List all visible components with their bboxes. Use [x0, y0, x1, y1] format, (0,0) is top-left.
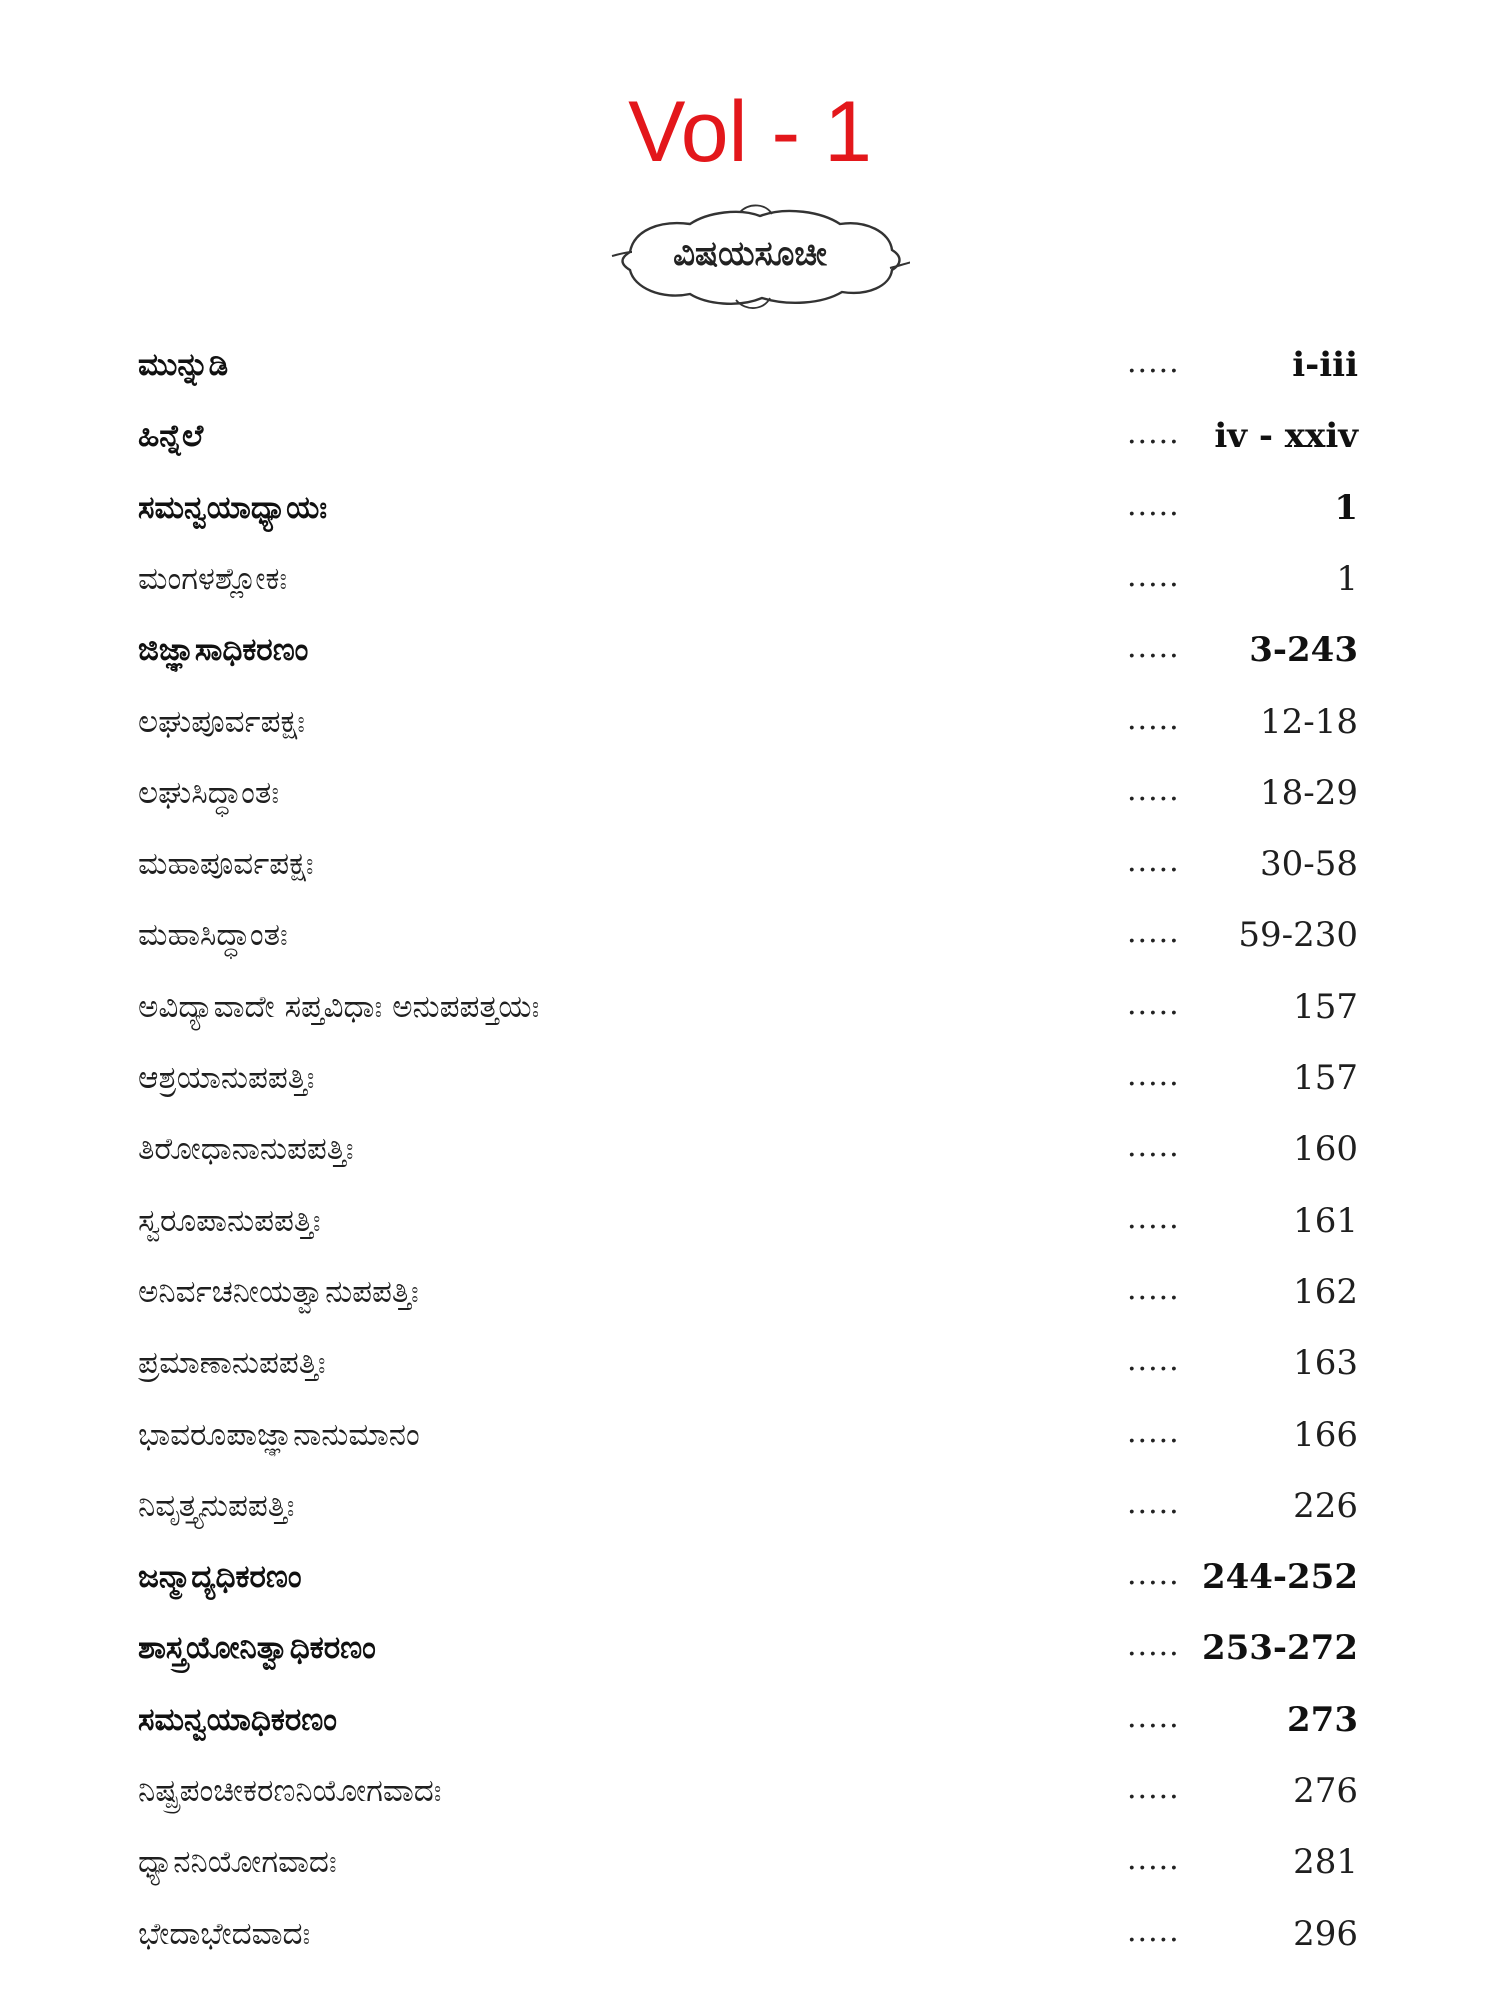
- toc-leader-dots: .....: [1127, 915, 1180, 950]
- toc-entry-title: ಮುನ್ನುಡಿ: [138, 347, 229, 383]
- toc-leader-dots: .....: [1127, 1557, 1180, 1592]
- toc-entry-title: ಅವಿದ್ಯಾವಾದೇ ಸಪ್ತವಿಧಾಃ ಅನುಪಪತ್ತಯಃ: [138, 989, 540, 1025]
- toc-entry: [0, 620, 1500, 680]
- toc-entry-title: ಸ್ವರೂಪಾನುಪಪತ್ತಿಃ: [138, 1203, 321, 1239]
- toc-leader-dots: .....: [1127, 987, 1180, 1022]
- toc-page-number: 157: [1293, 1058, 1358, 1098]
- toc-entry-title: ಮಹಾಪೂರ್ವಪಕ್ಷಃ: [138, 846, 314, 882]
- toc-entry-title: ಆಶ್ರಯಾನುಪಪತ್ತಿಃ: [138, 1060, 315, 1096]
- toc-leader-dots: .....: [1127, 1272, 1180, 1307]
- toc-leader-dots: .....: [1127, 488, 1180, 523]
- toc-entry-title: ಅನಿರ್ವಚನೀಯತ್ವಾನುಪಪತ್ತಿಃ: [138, 1274, 419, 1310]
- toc-entry-title: ಸಮನ್ವಯಾಧ್ಯಾಯಃ: [138, 490, 328, 526]
- toc-page-number: 30-58: [1259, 844, 1358, 884]
- toc-entry: [0, 905, 1500, 965]
- toc-leader-dots: .....: [1127, 702, 1180, 737]
- toc-entry-title: ಲಘುಪೂರ್ವಪಕ್ಷಃ: [138, 704, 305, 740]
- toc-page-number: 1: [1336, 559, 1358, 599]
- toc-leader-dots: .....: [1127, 1129, 1180, 1164]
- toc-entry-title: ಸಮನ್ವಯಾಧಿಕರಣಂ: [138, 1702, 337, 1738]
- toc-entry-title: ಮಹಾಸಿದ್ಧಾಂತಃ: [138, 917, 288, 953]
- toc-page-number: 296: [1293, 1914, 1358, 1954]
- toc-leader-dots: .....: [1127, 345, 1180, 380]
- toc-leader-dots: .....: [1127, 416, 1180, 451]
- toc-page-number: 157: [1293, 987, 1358, 1027]
- toc-page-number: 12-18: [1259, 702, 1358, 742]
- toc-entry: [0, 1405, 1500, 1465]
- toc-leader-dots: .....: [1127, 1486, 1180, 1521]
- toc-page-number: 166: [1293, 1415, 1358, 1455]
- toc-page-number: 163: [1293, 1343, 1358, 1383]
- contents-heading: ವಿಷಯಸೂಚೀ: [673, 234, 827, 274]
- toc-entry-title: ಪ್ರಮಾಣಾನುಪಪತ್ತಿಃ: [138, 1345, 326, 1381]
- toc-page-number: 253-272: [1201, 1628, 1358, 1668]
- toc-entry-title: ಹಿನ್ನೆಲೆ: [138, 418, 204, 454]
- toc-entry: [0, 1904, 1500, 1964]
- toc-leader-dots: .....: [1127, 1201, 1180, 1236]
- toc-entry: [0, 1832, 1500, 1892]
- toc-leader-dots: .....: [1127, 844, 1180, 879]
- toc-entry: [0, 406, 1500, 466]
- toc-entry-title: ಮಂಗಳಶ್ಲೋಕಃ: [138, 561, 288, 597]
- toc-page-number: 281: [1293, 1842, 1358, 1882]
- toc-leader-dots: .....: [1127, 1058, 1180, 1093]
- toc-leader-dots: .....: [1127, 1771, 1180, 1806]
- toc-page-number: 273: [1287, 1700, 1358, 1740]
- toc-leader-dots: .....: [1127, 1628, 1180, 1663]
- toc-entry: [0, 692, 1500, 752]
- volume-title: Vol - 1: [628, 84, 872, 180]
- toc-entry: [0, 549, 1500, 609]
- toc-page-number: 161: [1293, 1201, 1358, 1241]
- toc-entry-title: ಜಿಜ್ಞಾಸಾಧಿಕರಣಂ: [138, 632, 309, 668]
- toc-page-number: 1: [1334, 488, 1358, 528]
- toc-entry-title: ನಿವೃತ್ತ್ಯನುಪಪತ್ತಿಃ: [138, 1488, 295, 1524]
- toc-entry-title: ಲಘುಸಿದ್ಧಾಂತಃ: [138, 775, 280, 811]
- toc-entry-title: ಭಾವರೂಪಾಜ್ಞಾನಾನುಮಾನಂ: [138, 1417, 420, 1453]
- toc-leader-dots: .....: [1127, 1700, 1180, 1735]
- toc-page-number: 18-29: [1259, 773, 1358, 813]
- toc-page-number: 226: [1293, 1486, 1358, 1526]
- toc-entry: [0, 1547, 1500, 1607]
- toc-entry: [0, 1262, 1500, 1322]
- toc-entry: [0, 478, 1500, 538]
- toc-leader-dots: .....: [1127, 773, 1180, 808]
- toc-entry-title: ಭೇದಾಭೇದವಾದಃ: [138, 1916, 311, 1952]
- toc-page-number: iv - xxiv: [1214, 416, 1358, 456]
- toc-page-number: 162: [1293, 1272, 1358, 1312]
- toc-entry-title: ಧ್ಯಾನನಿಯೋಗವಾದಃ: [138, 1844, 337, 1880]
- contents-heading-badge: [590, 190, 910, 320]
- toc-entry: [0, 1048, 1500, 1108]
- toc-entry: [0, 1690, 1500, 1750]
- toc-entry: [0, 335, 1500, 395]
- toc-page-number: 160: [1293, 1129, 1358, 1169]
- toc-entry: [0, 1761, 1500, 1821]
- toc-entry: [0, 834, 1500, 894]
- toc-page-number: 59-230: [1238, 915, 1358, 955]
- toc-entry: [0, 1119, 1500, 1179]
- toc-leader-dots: .....: [1127, 1343, 1180, 1378]
- toc-entry: [0, 1333, 1500, 1393]
- toc-leader-dots: .....: [1127, 630, 1180, 665]
- toc-entry: [0, 763, 1500, 823]
- toc-entry-title: ನಿಷ್ಪ್ರಪಂಚೀಕರಣನಿಯೋಗವಾದಃ: [138, 1773, 442, 1809]
- toc-page-number: i-iii: [1292, 345, 1358, 385]
- toc-leader-dots: .....: [1127, 1842, 1180, 1877]
- toc-entry-title: ತಿರೋಧಾನಾನುಪಪತ್ತಿಃ: [138, 1131, 354, 1167]
- toc-page-number: 276: [1293, 1771, 1358, 1811]
- toc-page-number: 244-252: [1201, 1557, 1358, 1597]
- toc-entry-title: ಜನ್ಮಾದ್ಯಧಿಕರಣಂ: [138, 1559, 302, 1595]
- toc-entry: [0, 1618, 1500, 1678]
- toc-entry: [0, 1191, 1500, 1251]
- toc-entry: [0, 1476, 1500, 1536]
- toc-entry-title: ಶಾಸ್ತ್ರಯೋನಿತ್ವಾಧಿಕರಣಂ: [138, 1630, 376, 1666]
- toc-entry: [0, 977, 1500, 1037]
- toc-leader-dots: .....: [1127, 1914, 1180, 1949]
- toc-leader-dots: .....: [1127, 559, 1180, 594]
- toc-page-number: 3-243: [1249, 630, 1358, 670]
- toc-leader-dots: .....: [1127, 1415, 1180, 1450]
